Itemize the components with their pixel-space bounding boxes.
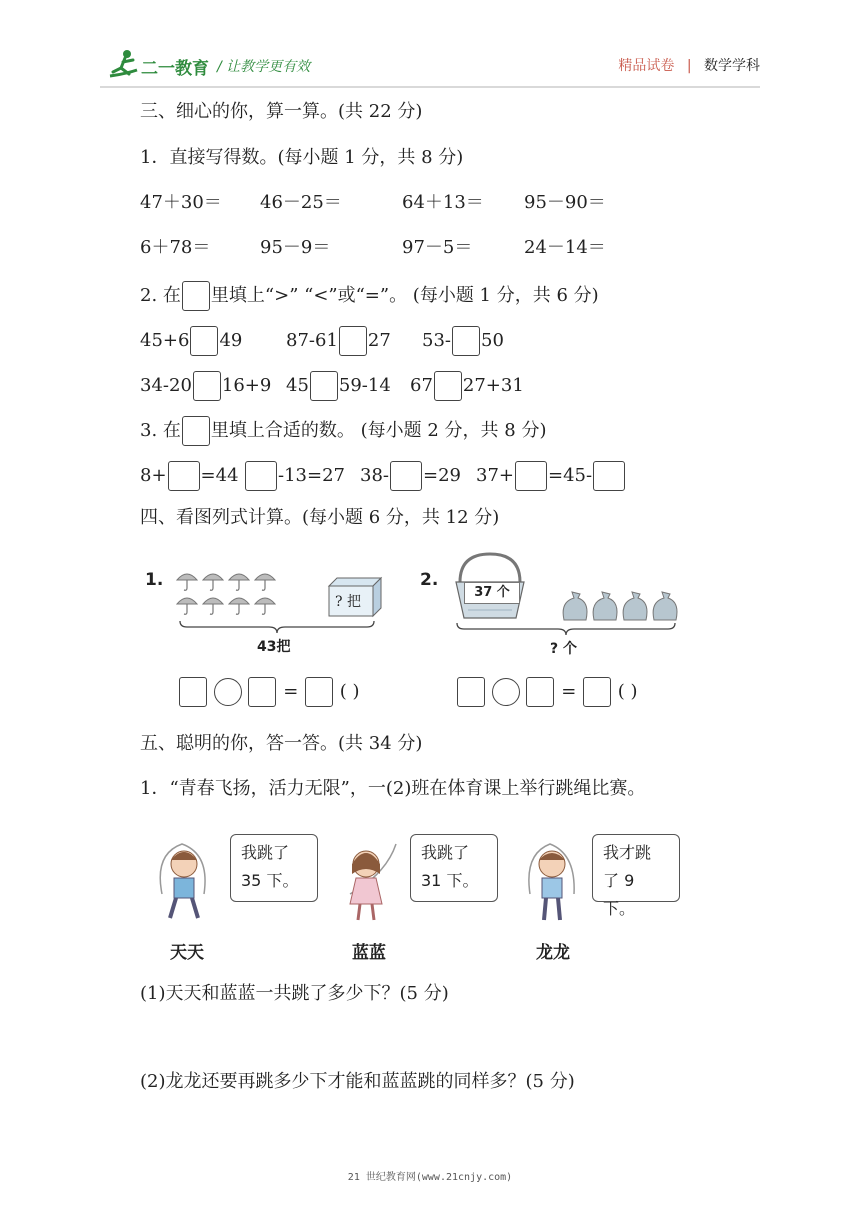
fill-item xyxy=(360,461,461,491)
answer-box[interactable] xyxy=(182,416,210,446)
compare-item xyxy=(286,371,391,401)
bubble-line: 了 9 下。 xyxy=(603,871,636,918)
speech-bubble xyxy=(592,834,680,918)
q5-sub1: (1)天天和蓝蓝一共跳了多少下？(5 分) xyxy=(140,983,449,1004)
q5-1-title: 1．“青春飞扬，活力无限”，一(2)班在体育课上举行跳绳比赛。 xyxy=(140,778,646,799)
total-label: ? 个 xyxy=(550,641,577,657)
kid-longlong-icon xyxy=(520,834,584,934)
kid-name: 蓝蓝 xyxy=(352,943,386,963)
header-label: 精品试卷 xyxy=(618,58,675,74)
compare-item xyxy=(410,371,524,401)
fill-box[interactable] xyxy=(168,461,200,491)
box-label: ? 把 xyxy=(335,594,361,610)
section5-title: 五、聪明的你，答一答。(共 34 分) xyxy=(140,733,423,754)
q1-title: 1．直接写得数。(每小题 1 分，共 8 分) xyxy=(140,147,464,168)
fill-item xyxy=(244,461,345,491)
equation-row-2 xyxy=(456,677,638,707)
compare-item xyxy=(422,326,504,356)
operand-box[interactable] xyxy=(457,677,485,707)
compare-left: 45+6 xyxy=(140,330,190,351)
picture-number: 2. xyxy=(420,570,439,590)
operator-circle[interactable] xyxy=(492,678,520,706)
q5-sub2: (2)龙龙还要再跳多少下才能和蓝蓝跳的同样多？(5 分) xyxy=(140,1071,575,1092)
fill-left: 38- xyxy=(360,465,389,486)
fill-item xyxy=(476,461,626,491)
calc-item: 24－14＝ xyxy=(524,237,606,258)
bags-icon xyxy=(560,588,680,622)
compare-left: 45 xyxy=(286,375,309,396)
logo-text: 二一教育 xyxy=(141,59,209,79)
picture-umbrellas xyxy=(145,566,395,661)
fill-box[interactable] xyxy=(390,461,422,491)
compare-box[interactable] xyxy=(434,371,462,401)
operand-box[interactable] xyxy=(248,677,276,707)
q2-title-a: 2. 在 xyxy=(140,285,181,306)
answer-box[interactable] xyxy=(182,281,210,311)
compare-right: 27 xyxy=(367,330,391,351)
compare-left: 34-20 xyxy=(140,375,192,396)
bubble-line: 我跳了 xyxy=(421,843,470,862)
header-right xyxy=(618,55,760,75)
fill-right: =44 xyxy=(200,465,239,486)
compare-right: 59-14 xyxy=(338,375,391,396)
fill-right: -13=27 xyxy=(278,465,345,486)
speech-bubble xyxy=(230,834,318,902)
kid-name: 龙龙 xyxy=(536,943,570,963)
operand-box[interactable] xyxy=(526,677,554,707)
compare-item xyxy=(286,326,391,356)
bubble-line: 我才跳 xyxy=(603,843,652,862)
calc-item: 97－5＝ xyxy=(402,237,473,258)
compare-box[interactable] xyxy=(310,371,338,401)
compare-right: 16+9 xyxy=(221,375,272,396)
unit-paren: ( ) xyxy=(339,681,360,702)
compare-item xyxy=(140,371,271,401)
bubble-line: 我跳了 xyxy=(241,843,290,862)
calc-item: 95－9＝ xyxy=(260,237,331,258)
equation-row-1 xyxy=(178,677,360,707)
operator-circle[interactable] xyxy=(214,678,242,706)
fill-box[interactable] xyxy=(245,461,277,491)
compare-box[interactable] xyxy=(339,326,367,356)
brand-logo xyxy=(105,48,335,82)
kid-name: 天天 xyxy=(170,943,204,963)
compare-right: 27+31 xyxy=(462,375,524,396)
calc-item: 46－25＝ xyxy=(260,192,342,213)
brace-icon xyxy=(456,622,676,636)
calc-item: 64＋13＝ xyxy=(402,192,484,213)
result-box[interactable] xyxy=(305,677,333,707)
fill-item xyxy=(140,461,239,491)
basket-label: 37 个 xyxy=(464,582,520,604)
fill-box[interactable] xyxy=(593,461,625,491)
fill-left: 8+ xyxy=(140,465,167,486)
q2-title xyxy=(140,281,599,311)
header-rule xyxy=(100,86,760,88)
brace-icon xyxy=(179,620,375,634)
footer: 21 世纪教育网(www.21cnjy.com) xyxy=(347,1172,513,1183)
fill-box[interactable] xyxy=(515,461,547,491)
operand-box[interactable] xyxy=(179,677,207,707)
header-divider: | xyxy=(686,58,692,74)
speech-bubble xyxy=(410,834,498,902)
q3-title-b: 里填上合适的数。 (每小题 2 分，共 8 分) xyxy=(210,420,547,441)
equals-sign: = xyxy=(283,681,299,702)
total-label: 43把 xyxy=(257,639,291,655)
bubble-line: 35 下。 xyxy=(241,871,299,890)
calc-item: 6＋78＝ xyxy=(140,237,211,258)
calc-item: 47＋30＝ xyxy=(140,192,222,213)
fill-right: =45- xyxy=(548,465,593,486)
compare-box[interactable] xyxy=(452,326,480,356)
compare-box[interactable] xyxy=(190,326,218,356)
compare-left: 53- xyxy=(422,330,451,351)
calc-item: 95－90＝ xyxy=(524,192,606,213)
compare-left: 87-61 xyxy=(286,330,338,351)
section3-title: 三、细心的你，算一算。(共 22 分) xyxy=(140,101,423,122)
equals-sign: = xyxy=(561,681,577,702)
compare-box[interactable] xyxy=(193,371,221,401)
header-subject: 数学学科 xyxy=(704,58,760,74)
umbrellas-icon xyxy=(175,568,287,618)
compare-left: 67 xyxy=(410,375,433,396)
fill-right: =29 xyxy=(423,465,461,486)
fill-left: 37+ xyxy=(476,465,514,486)
picture-basket xyxy=(420,552,690,662)
bubble-line: 31 下。 xyxy=(421,871,479,890)
q3-title-a: 3. 在 xyxy=(140,420,181,441)
q3-title xyxy=(140,416,546,446)
slogan: / 让教学更有效 xyxy=(217,59,311,75)
unit-paren: ( ) xyxy=(617,681,638,702)
section4-title: 四、看图列式计算。(每小题 6 分，共 12 分) xyxy=(140,507,500,528)
compare-right: 50 xyxy=(481,330,504,351)
kid-tiantian-icon xyxy=(152,834,216,934)
compare-right: 49 xyxy=(219,330,243,351)
result-box[interactable] xyxy=(583,677,611,707)
kid-lanlan-icon xyxy=(336,834,406,934)
q2-title-b: 里填上“>” “<”或“=”。 (每小题 1 分，共 6 分) xyxy=(210,285,599,306)
compare-item xyxy=(140,326,242,356)
picture-number: 1. xyxy=(145,570,164,590)
